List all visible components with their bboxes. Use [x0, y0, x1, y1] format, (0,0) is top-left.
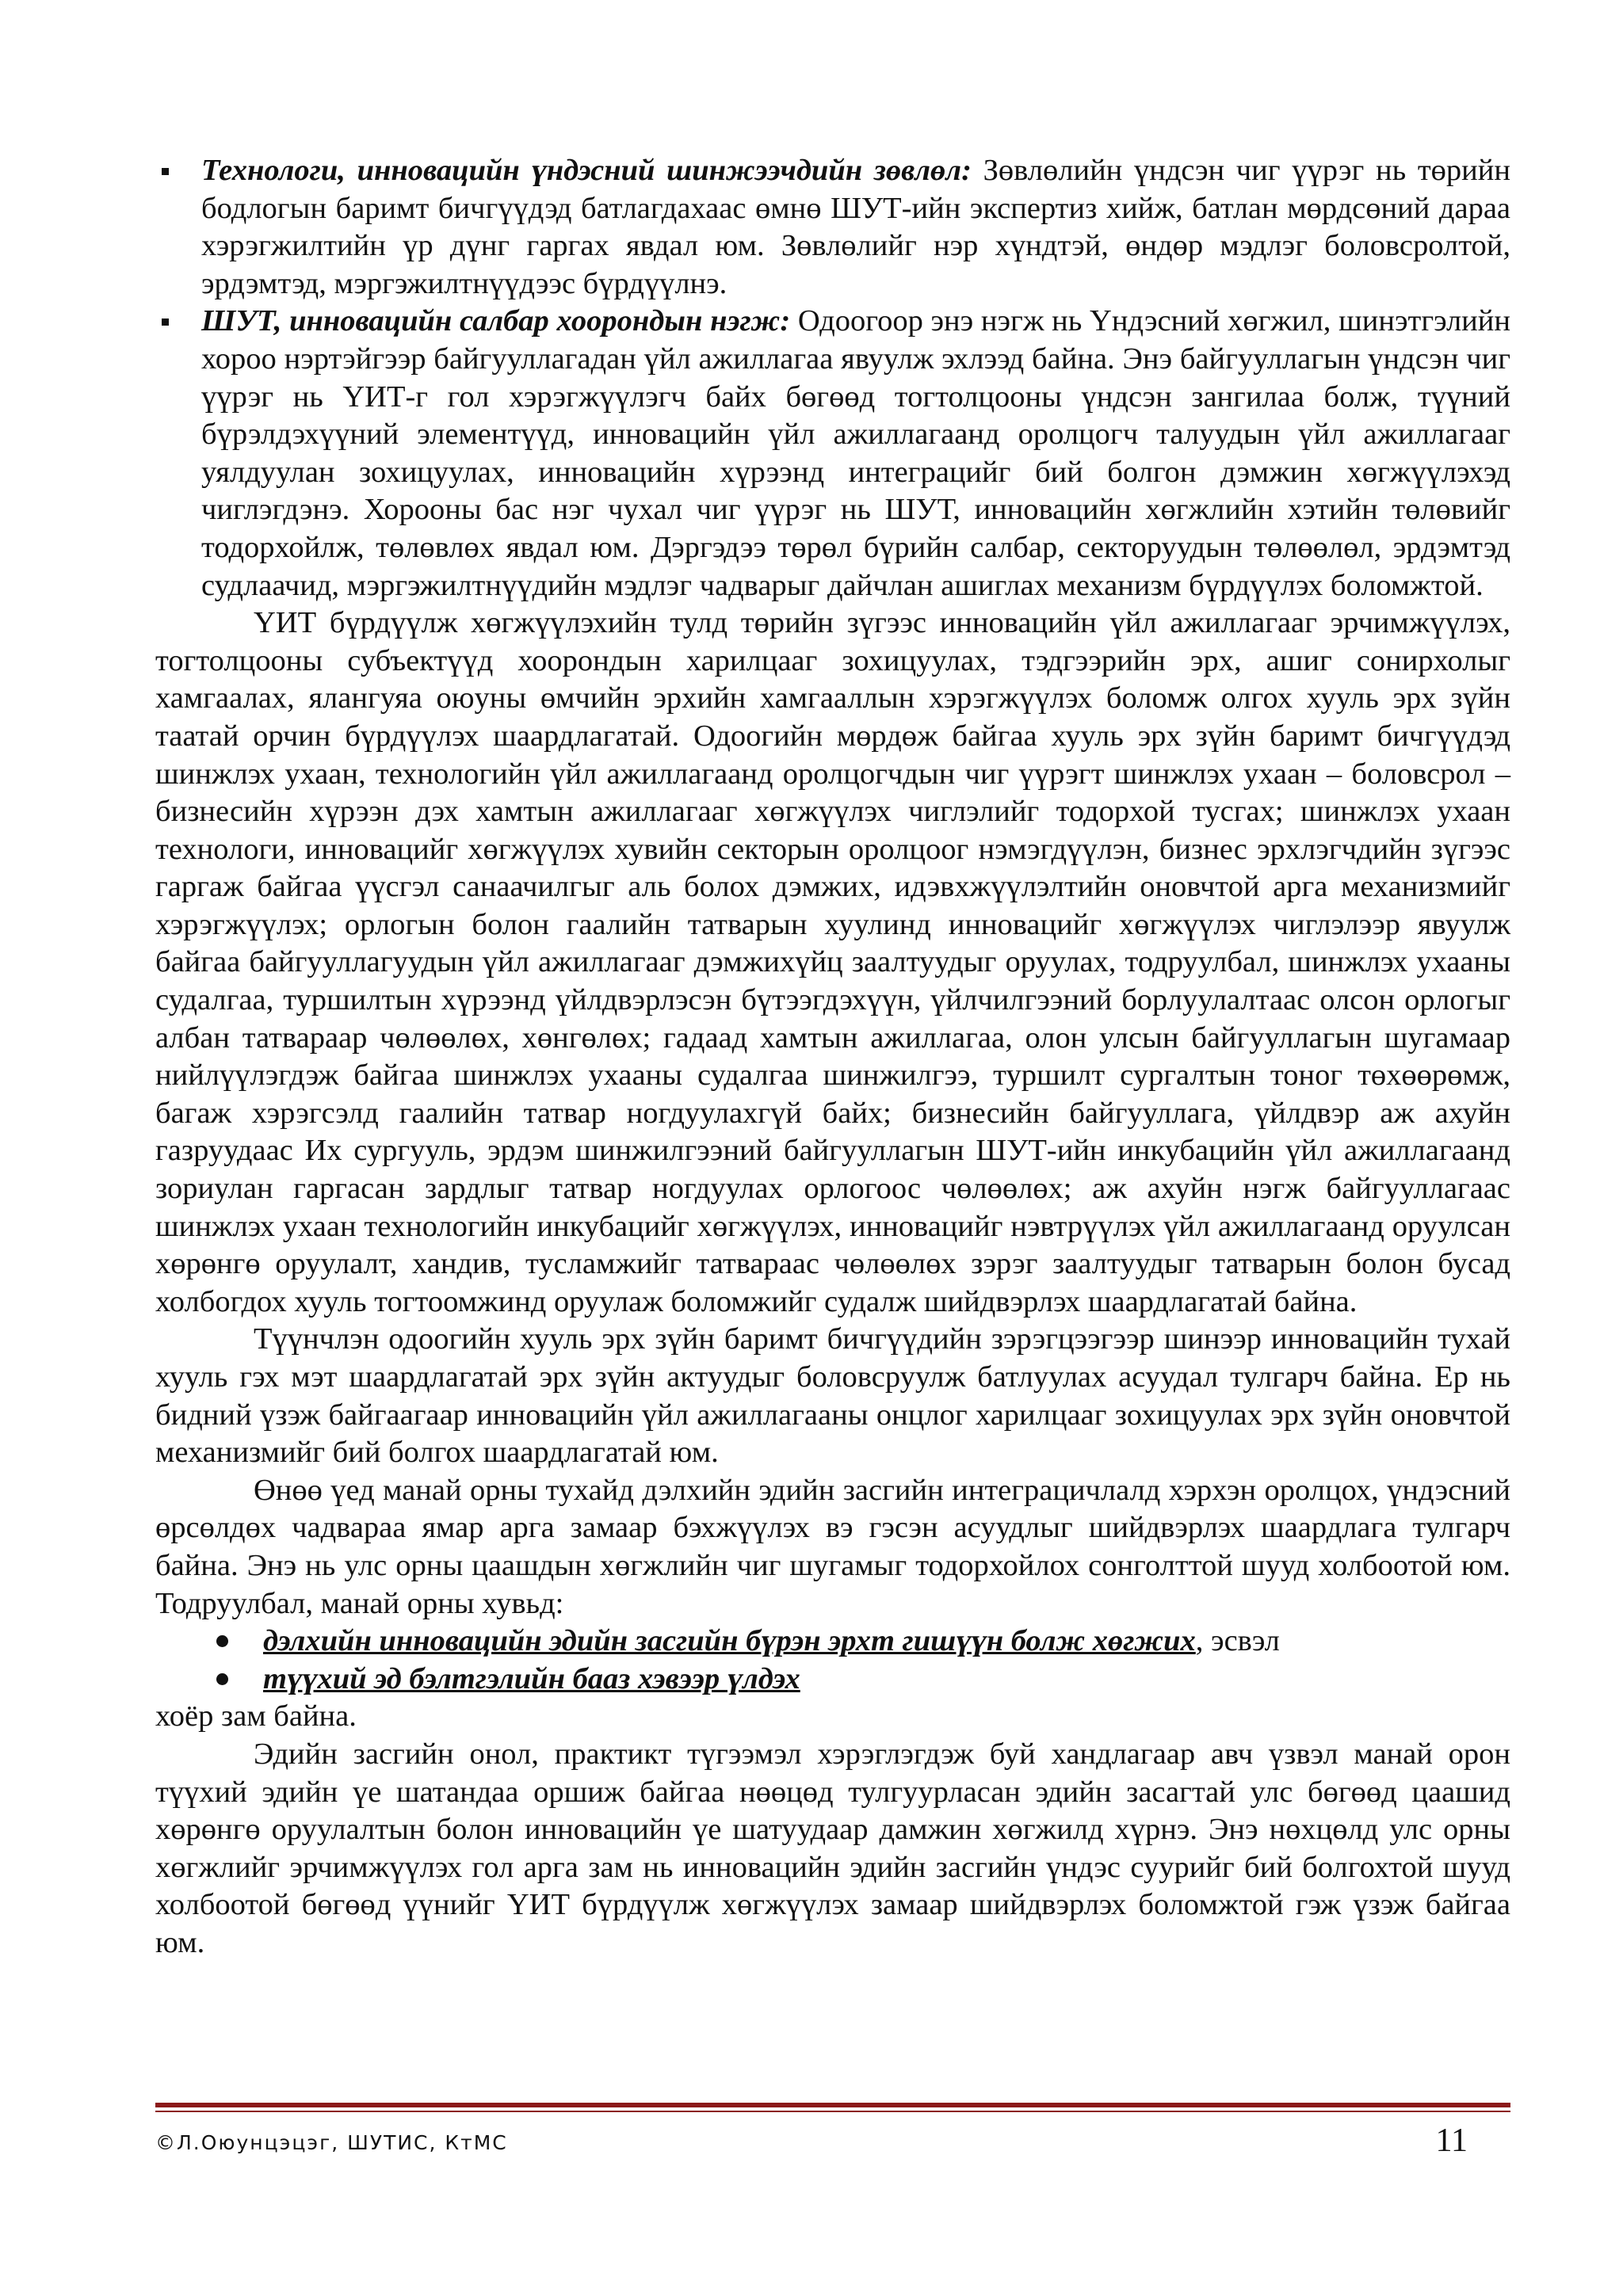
paragraph-legal-environment: ҮИТ бүрдүүлж хөгжүүлэхийн тулд төрийн зүгээс инновацийн үйл ажиллагааг эрчимжүүлэх, тогтолцооны субъектүүд хоорондын харилцааг зохицуулах, тэдгээрийн эрх, ашиг сонирхолыг хамгаалах, ялангуяа оюуны өмчийн эрхийн хамгааллын хэрэгжүүлэх боломж олгох хууль эрх зүйн таатай орчин бүрдүүлэх шаардлагатай. Одоогийн мөрдөж байгаа хууль эрх зүйн баримт бичгүүдэд шинжлэх ухаан, технологийн үйл ажиллагаанд оролцогчдын чиг үүрэгт шинжлэх ухаан – боловсрол – бизнесийн хүрээн дэх хамтын ажиллагааг хөгжүүлэх чиглэлийг тодорхой тусгах; шинжлэх ухаан технологи, инновацийг хөгжүүлэх хувийн секторын оролцоог нэмэгдүүлэн, бизнес эрхлэгчдийн зүгээс гаргаж байгаа үүсгэл санаачилгыг аль болох дэмжих, идэвхжүүлэлтийн оновчтой арга механизмийг хэрэгжүүлэх; орлогын болон гаалийн татварын хуулинд инновацийг хөгжүүлэх чиглэлээр явуулж байгаа байгууллагуудын үйл ажиллагааг дэмжихүйц заалтуудыг оруулах, тодруулбал, шинжлэх ухааны судалгаа, туршилтын хүрээнд үйлдвэрлэсэн бүтээгдэхүүн, үйлчилгээний борлуулалтаас олсон орлогыг албан татвараар чөлөөлөх, хөнгөлөх; гадаад хамтын ажиллагаа, олон улсын байгууллагын шугамаар нийлүүлэгдэж байгаа шинжлэх ухааны судалгаа шинжилгээ, туршилт сургалтын тоног төхөөрөмж, багаж хэрэгсэлд гаалийн татвар ногдуулахгүй байх; бизнесийн байгууллага, үйлдвэр аж ахуйн газруудаас Их сургууль, эрдэм шинжилгээний байгууллагын ШУТ-ийн инкубацийн үйл ажиллагаанд зориулан гаргасан зардлыг татвар ногдуулах орлогоос чөлөөлөх; аж ахуйн нэгж байгууллагаас шинжлэх ухаан технологийн инкубацийг хөгжүүлэх, инновацийг нэвтрүүлэх үйл ажиллагаанд оруулсан хөрөнгө оруулалт, хандив, тусламжийг татвараас чөлөөлөх зэрэг заалтуудыг татварын болон бусад холбогдох хууль тогтоомжинд оруулаж боломжийг судалж шийдвэрлэх шаардлагатай байна. [155, 606, 1510, 1318]
square-bullet-icon [162, 168, 169, 175]
bullet-text: Зөвлөлийн үндсэн чиг үүрэг нь төрийн бодлогын баримт бичгүүдэд батлагдахаас өмнө ШУТ-ийн экспертиз хийж, батлан мөрдсөний дараа хэрэгжилтийн үр дүнг гаргах явдал юм. Зөвлөлийг нэр хүндтэй, өндөр мэдлэг боловсролтой, эрдэмтэд, мэргэжилтнүүдээс бүрдүүлнэ. [201, 154, 1510, 300]
footer-divider-thin [155, 2111, 1510, 2112]
square-bullet-icon [162, 318, 169, 326]
option-line [263, 1623, 1510, 1661]
document-body [155, 152, 1510, 1962]
footer-divider [155, 2103, 1510, 2107]
paragraph-innovation-law: Түүнчлэн одоогийн хууль эрх зүйн баримт бичгүүдийн зэрэгцээгээр шинээр инновацийн тухай хууль гэх мэт шаардлагатай эрх зүйн актуудыг боловсруулж батлуулах асуудал тулгарч байна. Ер нь бидний үзэж байгаагаар инновацийн үйл ажиллагааны онцлог харилцааг зохицуулах эрх зүйн оновчтой механизмийг бий болгох шаардлагатай юм. [155, 1322, 1510, 1470]
paragraph-integration: Өнөө үед манай орны тухайд дэлхийн эдийн засгийн интеграцичлалд хэрхэн оролцох, үндэсний өрсөлдөх чадвараа ямар арга замаар бэхжүүлэх вэ гэсэн асуудлыг шийдвэрлэх шаардлага тулгарч байна. Энэ нь улс орны цаашдын хөгжлийн чиг шугамыг тодорхойлох сонголттой шууд холбоотой юм. Тодруулбал, манай орны хувьд: [155, 1473, 1510, 1620]
option-line [263, 1661, 1510, 1699]
bullet-term: ШУТ, инновацийн салбар хоорондын нэгж: [201, 304, 791, 338]
option-suffix: , эсвэл [1195, 1624, 1280, 1658]
bullet-paragraph [201, 152, 1510, 303]
option-emphasis: түүхий эд бэлтгэлийн бааз хэвээр үлдэх [263, 1661, 800, 1695]
bullet-text: Одоогоор энэ нэгж нь Үндэсний хөгжил, шинэтгэлийн хороо нэртэйгээр байгууллагадан үйл ажиллагаа явуулж эхлээд байна. Энэ байгууллагын үндсэн чиг үүрэг нь ҮИТ-г гол хэрэгжүүлэгч байх бөгөөд тогтолцооны үндсэн зангилаа болж, түүний бүрэлдэхүүний элементүүд, инновацийн үйл ажиллагаанд оролцогч талуудын үйл ажиллагааг уялдуулан зохицуулах, инновацийн хүрээнд интеграцийг бий болгон дэмжин хөгжүүлэхэд чиглэгдэнэ. Хорооны бас нэг чухал чиг үүрэг нь ШУТ, инновацийн хөгжлийн хэтийн төлөвийг тодорхойлж, төлөвлөх явдал юм. Дэргэдээ төрөл бүрийн салбар, секторуудын төлөөлөл, эрдэмтэд судлаачид, мэргэжилтнүүдийн мэдлэг чадварыг дайчлан ашиглах механизм бүрдүүлэх боломжтой. [201, 304, 1510, 602]
option-item [155, 1661, 1510, 1699]
bullet-item [155, 152, 1510, 303]
paragraph-economic-theory: Эдийн засгийн онол, практикт түгээмэл хэрэглэгдэж буй хандлагаар авч үзвэл манай орон түүхий эдийн үе шатандаа оршиж байгаа нөөцөд тулгуурласан эдийн засагтай улс бөгөөд цаашид хөрөнгө оруулалтын болон инновацийн үе шатуудаар дамжин хөгжилд хүрнэ. Энэ нөхцөлд улс орны хөгжлийг эрчимжүүлэх гол арга зам нь инновацийн эдийн засгийн үндэс суурийг бий болгохтой шууд холбоотой бөгөөд үүнийг ҮИТ бүрдүүлж хөгжүүлэх замаар шийдвэрлэх боломжтой гэж үзэж байгаа юм. [155, 1737, 1510, 1959]
footer-author: ©Л.Оюунцэцэг, ШУТИС, КтМС [155, 2131, 508, 2154]
round-bullet-icon [216, 1635, 228, 1647]
round-bullet-icon [216, 1673, 228, 1685]
bullet-term: Технологи, инновацийн үндэсний шинжээчдийн зөвлөл: [201, 154, 972, 187]
bullet-paragraph [201, 303, 1510, 605]
option-item [155, 1623, 1510, 1661]
option-emphasis: дэлхийн инновацийн эдийн засгийн бүрэн эрхт гишүүн болж хөгжих [263, 1624, 1196, 1658]
page-number: 11 [1435, 2122, 1468, 2159]
bullet-item [155, 303, 1510, 605]
paragraph-two-paths: хоёр зам байна. [155, 1699, 357, 1733]
